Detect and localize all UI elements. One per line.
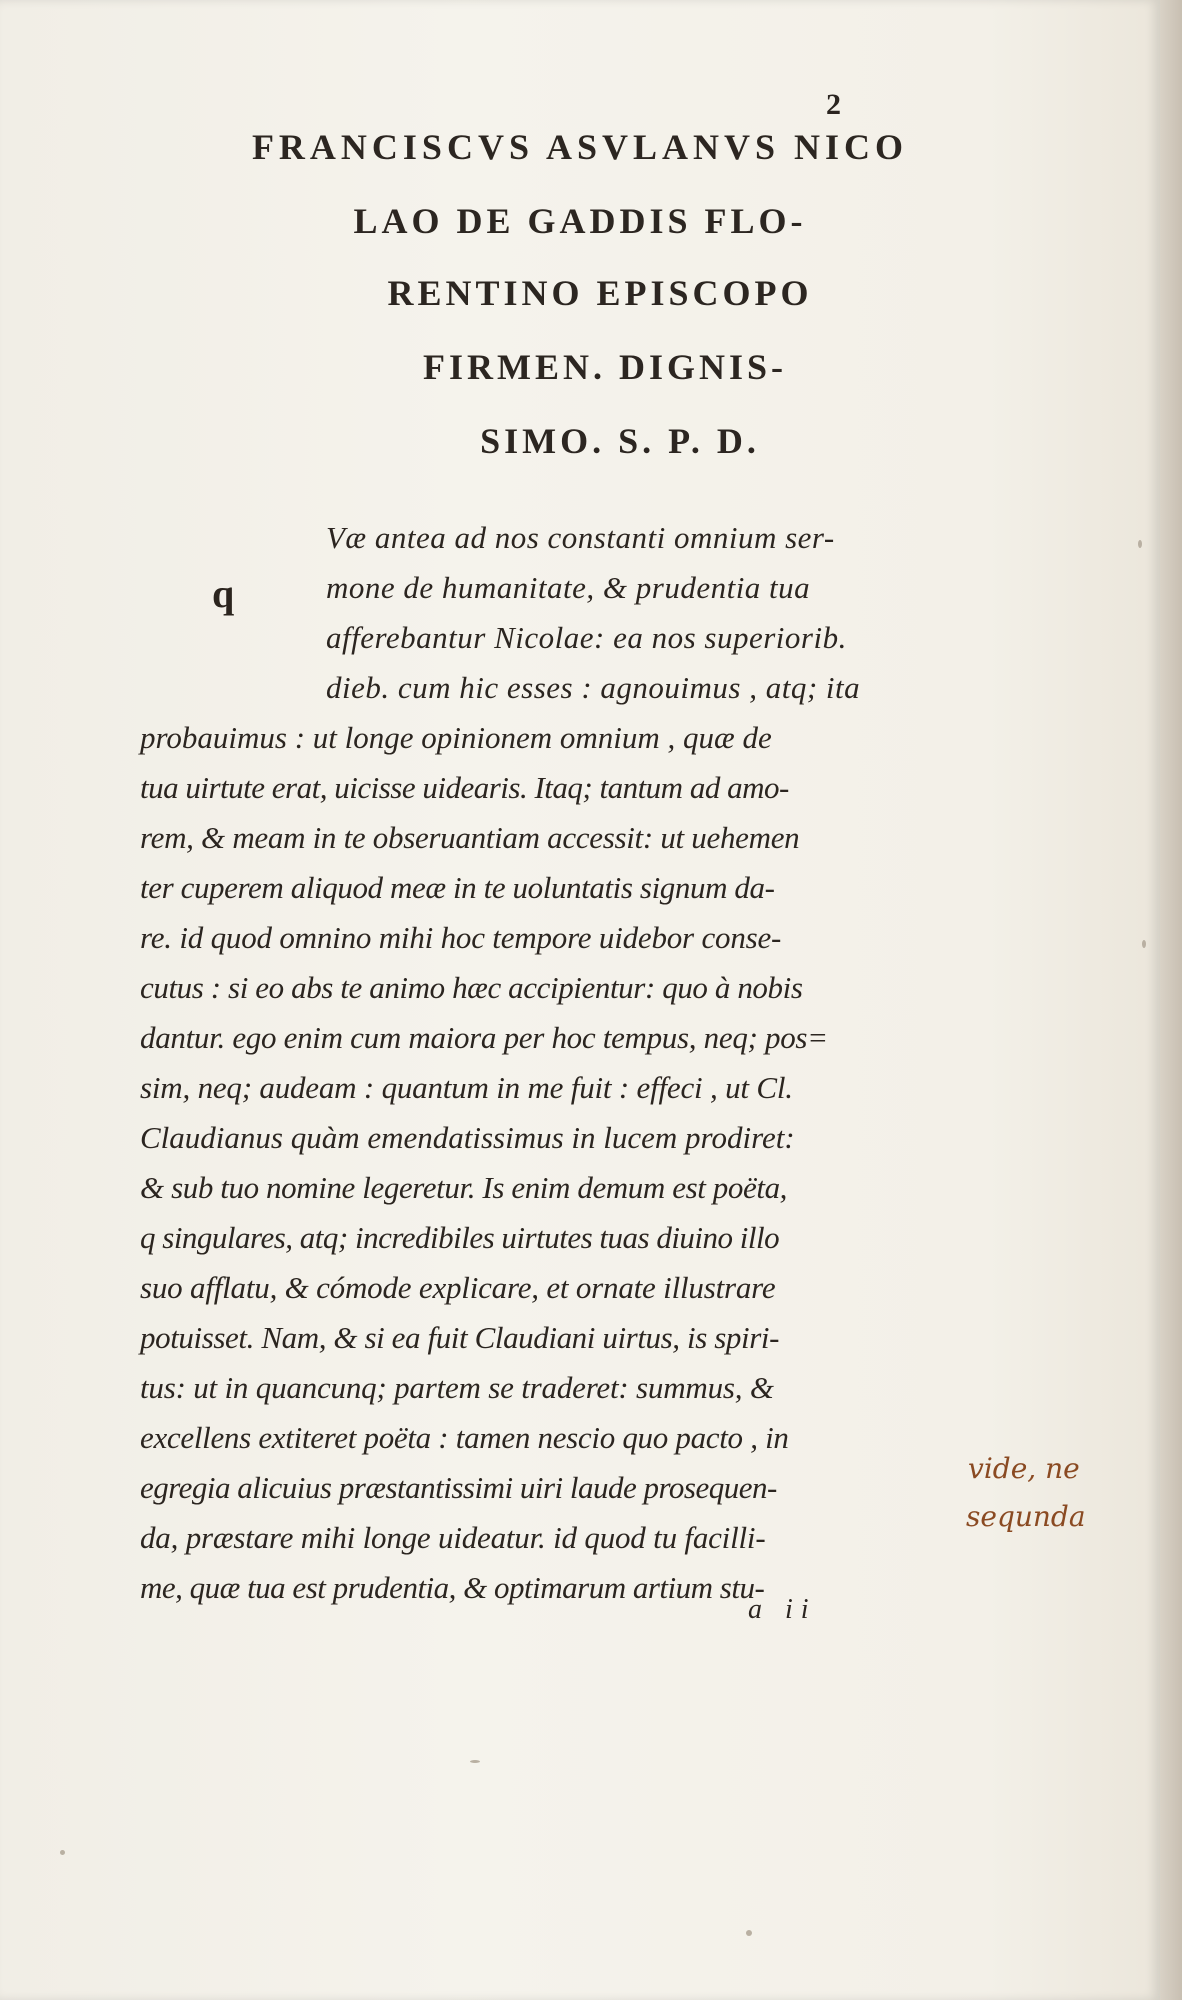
body-line: afferebantur Nicolae: ea nos superiorib. [326,620,847,655]
paper-blemish [1142,940,1146,948]
handwritten-marginalia: sequnda [966,1500,1086,1533]
body-line: ter cuperem aliquod meæ in te uoluntatis signum da- [140,870,775,905]
body-line: rem, & meam in te obseruantiam accessit: ut uehemen [140,820,800,855]
body-line: tus: ut in quancunq; partem se traderet: summus, & [140,1370,774,1405]
body-line: egregia alicuius præstantissimi uiri laude prosequen- [140,1470,777,1505]
body-line: Væ antea ad nos constanti omnium ser- [326,520,835,555]
drop-cap-guide-letter: q [212,571,235,616]
heading-line-4: FIRMEN. DIGNIS- [422,347,787,387]
heading-line-3: RENTINO EPISCOPO [387,273,813,313]
paper-blemish [746,1930,752,1936]
body-line: mone de humanitate, & prudentia tua [326,570,811,605]
paper-blemish [1138,540,1142,548]
body-line: Claudianus quàm emendatissimus in lucem prodiret: [140,1120,795,1155]
body-line: potuisset. Nam, & si ea fuit Claudiani uirtus, is spiri- [140,1320,779,1355]
paper-blemish [60,1850,65,1855]
body-line: sim, neq; audeam : quantum in me fuit : effeci , ut Cl. [140,1070,793,1105]
body-line: q singulares, atq; incredibiles uirtutes tuas diuino illo [140,1220,780,1255]
body-line: me, quæ tua est prudentia, & optimarum artium stu- [140,1570,765,1605]
heading-line-1: FRANCISCVS ASVLANVS NICO [251,127,909,167]
signature-mark: a ii [748,1594,817,1625]
body-line: dieb. cum hic esses : agnouimus , atq; ita [326,670,861,705]
body-line: re. id quod omnino mihi hoc tempore uidebor conse- [140,920,782,955]
body-line: suo afflatu, & cómode explicare, et ornate illustrare [140,1270,776,1305]
body-line: cutus : si eo abs te animo hæc accipientur: quo à nobis [140,970,803,1005]
body-line: da, præstare mihi longe uideatur. id quod tu facilli- [140,1520,766,1555]
body-line: excellens extiteret poëta : tamen nescio quo pacto , in [140,1420,789,1455]
folio-number: 2 [826,88,841,121]
body-line: & sub tuo nomine legeretur. Is enim demum est poëta, [140,1170,788,1205]
body-line: probauimus : ut longe opinionem omnium , quæ de [140,720,772,755]
heading-line-2: LAO DE GADDIS FLO- [353,201,807,241]
paper-blemish [470,1760,480,1763]
page-edge [1160,0,1182,2000]
body-line: tua uirtute erat, uicisse uidearis. Itaq; tantum ad amo- [140,770,789,805]
body-line: dantur. ego enim cum maiora per hoc tempus, neq; pos= [140,1020,828,1055]
handwritten-marginalia: vide, ne [968,1452,1080,1485]
heading-line-5: SIMO. S. P. D. [480,421,760,461]
